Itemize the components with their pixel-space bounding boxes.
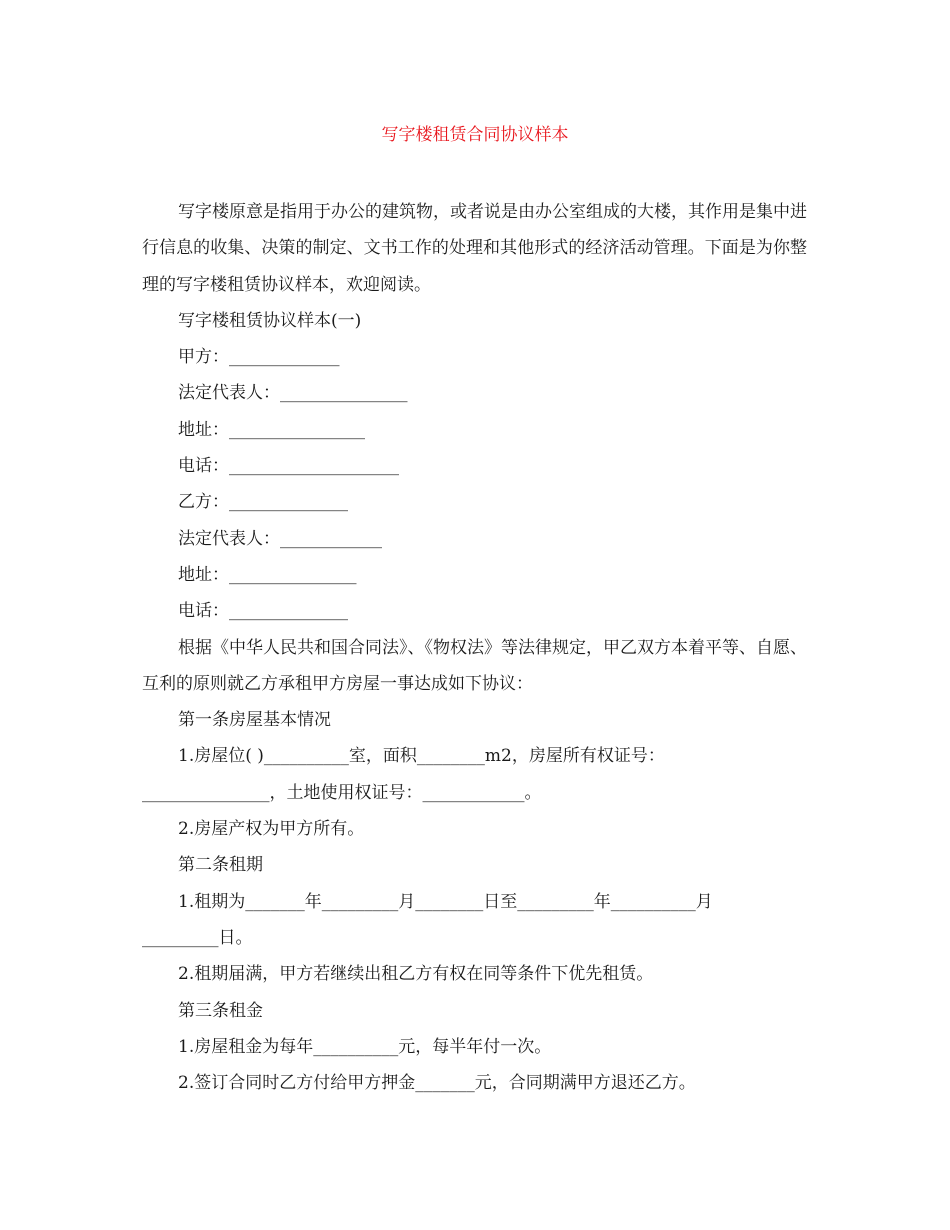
party-a-address-field: 地址：________________ xyxy=(178,419,365,440)
article-2-heading: 第二条租期 xyxy=(178,855,263,876)
party-b-phone-field: 电话：______________ xyxy=(178,601,348,622)
party-b-field: 乙方：______________ xyxy=(178,492,348,513)
document-body xyxy=(142,194,807,1101)
preamble-paragraph: 根据《中华人民共和国合同法》、《物权法》等法律规定，甲乙双方本着平等、自愿、互利的原则就乙方承租甲方房屋一事达成如下协议： xyxy=(142,637,807,694)
party-a-representative-field: 法定代表人：_______________ xyxy=(178,383,408,404)
document-title: 写字楼租赁合同协议样本 xyxy=(381,125,569,145)
party-a-phone-field: 电话：____________________ xyxy=(178,456,399,477)
article-3-heading: 第三条租金 xyxy=(178,1000,263,1021)
intro-paragraph: 写字楼原意是指用于办公的建筑物，或者说是由办公室组成的大楼，其作用是集中进行信息的收集、决策的制定、文书工作的处理和其他形式的经济活动管理。下面是为你整理的写字楼租赁协议样本，欢迎阅读。 xyxy=(142,202,807,295)
party-b-address-field: 地址：_______________ xyxy=(178,564,357,585)
article-2-item-1: 1.租期为_______年_________月________日至_________年__________月 xyxy=(178,891,713,912)
article-3-item-1: 1.房屋租金为每年__________元，每半年付一次。 xyxy=(178,1036,552,1057)
party-a-field: 甲方：_____________ xyxy=(178,347,340,368)
sample-heading: 写字楼租赁协议样本(一) xyxy=(178,310,362,331)
party-b-representative-field: 法定代表人：____________ xyxy=(178,528,382,549)
article-1-item-2: 2.房屋产权为甲方所有。 xyxy=(178,819,365,840)
article-3-item-2: 2.签订合同时乙方付给甲方押金_______元，合同期满甲方退还乙方。 xyxy=(178,1073,696,1094)
article-1-heading: 第一条房屋基本情况 xyxy=(178,710,331,731)
article-1-item-1: 1.房屋位( )__________室，面积________m2，房屋所有权证号： xyxy=(178,746,665,767)
article-2-item-1-continued: _________日。 xyxy=(142,927,253,948)
article-2-item-2: 2.租期届满，甲方若继续出租乙方有权在同等条件下优先租赁。 xyxy=(178,964,654,985)
article-1-item-1-continued: _______________，土地使用权证号：____________。 xyxy=(142,782,542,803)
